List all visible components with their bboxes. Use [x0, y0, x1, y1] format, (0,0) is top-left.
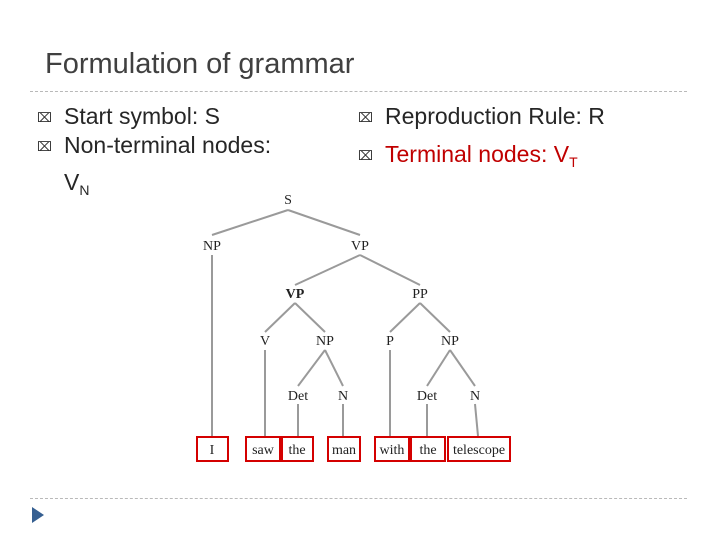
bullet-subscript: N [79, 182, 90, 198]
edge [288, 210, 360, 235]
triangle-bullet-icon: ⌧ [37, 140, 52, 155]
node-s: S [284, 193, 292, 208]
node-n: N [469, 389, 481, 404]
terminal-word: the [288, 443, 306, 458]
triangle-bullet-icon: ⌧ [358, 111, 373, 126]
node-np-pp: NP [441, 334, 459, 349]
triangle-bullet-icon: ⌧ [358, 149, 373, 164]
edge [420, 303, 450, 332]
terminal-word: with [379, 443, 405, 458]
terminal-word: saw [252, 443, 274, 458]
node-det: Det [287, 389, 309, 404]
terminal-word: man [331, 443, 357, 458]
edge [325, 350, 343, 386]
bullet-text: Non-terminal nodes: [64, 132, 272, 158]
bullet-text: Start symbol: S [64, 103, 220, 129]
edge [360, 255, 420, 285]
edge [212, 210, 288, 235]
edge [450, 350, 475, 386]
triangle-bullet-icon: ⌧ [37, 111, 52, 126]
edge [475, 404, 478, 436]
edge [265, 303, 295, 332]
bullet-subscript: T [569, 154, 578, 170]
nav-arrow-icon[interactable] [30, 505, 46, 525]
edge [295, 303, 325, 332]
edge [298, 350, 325, 386]
node-np-subject: NP [203, 239, 221, 254]
bullet-text: Reproduction Rule: R [385, 103, 605, 129]
slide-title: Formulation of grammar [45, 48, 355, 80]
node-v: V [259, 334, 271, 349]
bullet-symbol: V [64, 169, 80, 195]
node-p: P [386, 334, 394, 349]
edge [295, 255, 360, 285]
node-det: Det [416, 389, 438, 404]
bullet-text: Terminal nodes: V [385, 141, 570, 167]
terminal-word: I [209, 443, 215, 458]
node-np-object: NP [316, 334, 334, 349]
footer-divider [30, 498, 687, 499]
node-n: N [337, 389, 349, 404]
edge [427, 350, 450, 386]
node-vp: VP [351, 239, 369, 254]
terminal-word: the [419, 443, 437, 458]
edge [390, 303, 420, 332]
node-vp-inner: VP [285, 287, 305, 302]
terminal-word: telescope [452, 443, 506, 458]
node-pp: PP [412, 287, 428, 302]
